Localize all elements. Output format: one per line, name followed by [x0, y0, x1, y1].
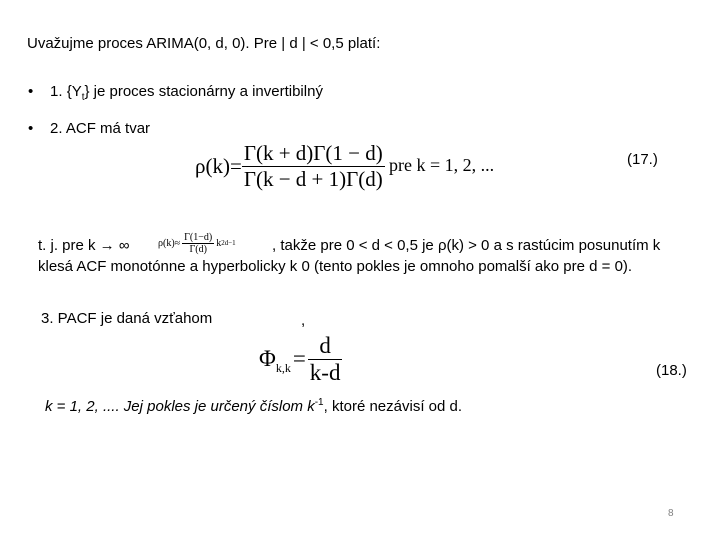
- asym-exponent: 2d−1: [221, 239, 236, 247]
- bullet-sub: t: [81, 92, 85, 103]
- eq18-label: (18.): [656, 362, 687, 379]
- closing-post: , ktoré nezávisí od d.: [323, 398, 463, 415]
- eq17-denominator: Γ(k − d + 1)Γ(d): [243, 166, 383, 191]
- bullet-item-stationary: [50, 83, 323, 103]
- asym-numerator: Γ(1−d): [184, 231, 213, 243]
- bullet-marker: •: [28, 83, 34, 100]
- bullet-text: ACF má tvar: [65, 120, 151, 137]
- asym-fraction: [182, 232, 214, 255]
- bullet-number: 2.: [50, 120, 63, 137]
- page-number: 8: [668, 508, 674, 519]
- eq18-denominator: k-d: [309, 359, 341, 385]
- eq17-lhs: ρ(k): [195, 153, 230, 178]
- asymptotic-lead: t. j. pre k → ∞: [38, 237, 130, 254]
- closing-sup: -1: [314, 397, 324, 408]
- eq17-numerator: Γ(k + d)Γ(1 − d): [243, 140, 383, 165]
- eq18-numerator: d: [319, 332, 331, 358]
- eq17-condition: pre k = 1, 2, ...: [389, 155, 495, 175]
- bullet-number: 1.: [50, 83, 63, 100]
- bullet-text-close: } je proces stacionárny a invertibilný: [84, 83, 323, 100]
- bullet-text-open: {Y: [66, 83, 82, 100]
- asymptotic-formula: [158, 226, 236, 260]
- bullet-item-acf: [50, 120, 150, 137]
- eq17-label: (17.): [627, 151, 658, 168]
- equation-18: [259, 330, 342, 388]
- equation-17: [195, 138, 385, 194]
- closing-line: [45, 397, 462, 415]
- bullet-marker: •: [28, 120, 34, 137]
- eq18-lhs: Φ: [259, 346, 276, 371]
- closing-pre: k = 1, 2, .... Jej pokles je určený číslom k: [45, 398, 315, 415]
- asym-power: k: [216, 237, 222, 249]
- eq18-fraction: [308, 333, 343, 386]
- pacf-comma: ,: [301, 312, 306, 329]
- eq18-equals: =: [292, 346, 306, 371]
- eq17-fraction: [242, 141, 385, 192]
- heading: Uvažujme proces ARIMA(0, d, 0). Pre | d | < 0,5 platí:: [27, 35, 381, 52]
- asym-denominator: Γ(d): [189, 243, 207, 255]
- pacf-text: 3. PACF je daná vzťahom: [41, 310, 213, 327]
- eq17-equals: =: [229, 153, 242, 178]
- asym-lhs: ρ(k)≈: [158, 237, 181, 249]
- eq18-lhs-sub: k,k: [275, 361, 291, 375]
- asymptotic-line2: klesá ACF monotónne a hyperbolicky k 0 (tento pokles je omnoho pomalší ako pre d = 0).: [38, 258, 633, 275]
- asymptotic-line1-tail: , takže pre 0 < d < 0,5 je ρ(k) > 0 a s rastúcim posunutím k: [272, 237, 661, 254]
